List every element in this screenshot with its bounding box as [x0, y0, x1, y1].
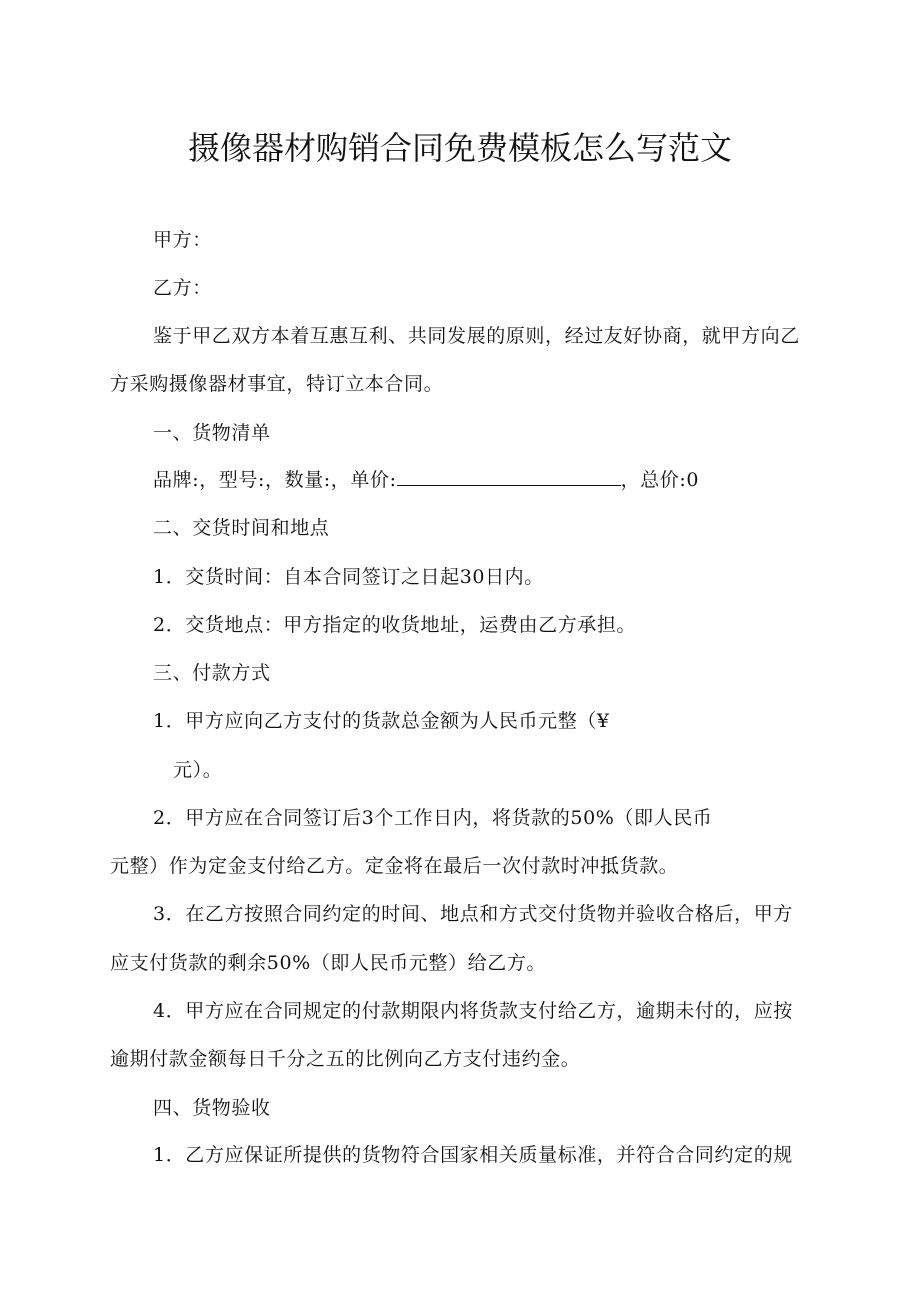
section-2-heading: 二、交货时间和地点: [153, 517, 330, 539]
goods-list-line: [153, 467, 699, 493]
section-4-heading: 四、货物验收: [153, 1097, 271, 1119]
payment-clause-1-line-1: 1．甲方应向乙方支付的货款总金额为人民币元整（¥: [153, 710, 610, 732]
preamble-line-2: 方采购摄像器材事宜，特订立本合同。: [110, 373, 444, 395]
payment-clause-2-line-1: 2．甲方应在合同签订后3个工作日内，将货款的50%（即人民币: [153, 807, 713, 829]
party-a-label: 甲方：: [153, 229, 212, 251]
payment-clause-4-line-2: 逾期付款金额每日千分之五的比例向乙方支付违约金。: [110, 1048, 581, 1070]
document-title: 摄像器材购销合同免费模板怎么写范文: [187, 129, 732, 167]
preamble-line-1: 鉴于甲乙双方本着互惠互利、共同发展的原则，经过友好协商，就甲方向乙: [153, 325, 800, 347]
payment-clause-3-line-2: 应支付货款的剩余50%（即人民币元整）给乙方。: [110, 952, 547, 974]
delivery-time-clause: 1．交货时间：自本合同签订之日起30日内。: [153, 566, 544, 588]
payment-clause-1-line-2: 元）。: [173, 759, 223, 781]
party-b-label: 乙方：: [153, 277, 212, 299]
section-3-heading: 三、付款方式: [153, 662, 271, 684]
unit-price-blank: [397, 469, 621, 486]
payment-clause-2-line-2: 元整）作为定金支付给乙方。定金将在最后一次付款时冲抵货款。: [110, 855, 679, 877]
goods-list-fields: 品牌:，型号:，数量:，单价:: [153, 469, 397, 491]
payment-clause-3-line-1: 3．在乙方按照合同约定的时间、地点和方式交付货物并验收合格后，甲方: [153, 903, 793, 925]
total-price-field: ，总价:0: [620, 469, 700, 491]
inspection-clause-1-line-1: 1．乙方应保证所提供的货物符合国家相关质量标准，并符合合同约定的规: [153, 1144, 793, 1166]
section-1-heading: 一、货物清单: [153, 422, 271, 444]
delivery-place-clause: 2．交货地点：甲方指定的收货地址，运费由乙方承担。: [153, 614, 637, 636]
payment-clause-4-line-1: 4．甲方应在合同规定的付款期限内将货款支付给乙方，逾期未付的，应按: [153, 1000, 793, 1022]
